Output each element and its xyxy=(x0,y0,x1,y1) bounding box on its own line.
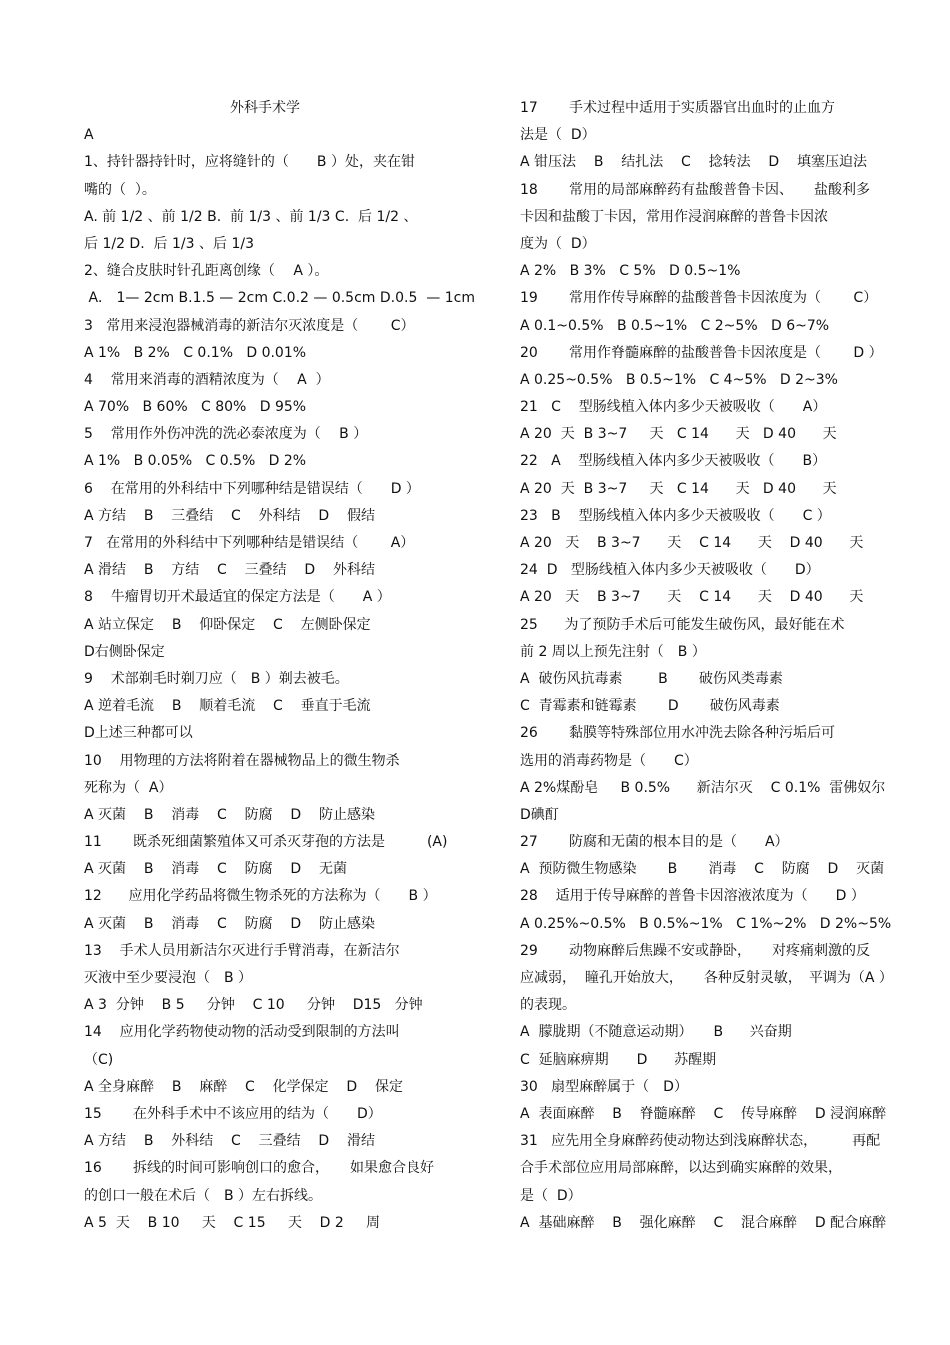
text-line: A 钳压法 B 结扎法 C 捻转法 D 填塞压迫法 xyxy=(520,154,867,171)
text-line: 31 应先用全身麻醉药使动物达到浅麻醉状态， 再配 xyxy=(520,1133,881,1150)
left-column xyxy=(84,95,484,1237)
text-line: 的创口一般在术后（ B ）左右拆线。 xyxy=(84,1187,323,1204)
text-line: 5 常用作外伤冲洗的洗必泰浓度为（ B ） xyxy=(84,426,368,443)
text-line: 7 在常用的外科结中下列哪种结是错误结（ A） xyxy=(84,535,415,551)
text-line: 29 动物麻醉后焦躁不安或静卧， 对疼痛刺激的反 xyxy=(520,942,870,959)
text-line: 法是（ D） xyxy=(520,127,596,144)
text-line: 21 C 型肠线植入体内多少天被吸收（ A） xyxy=(520,399,827,416)
text-line: A 滑结 B 方结 C 三叠结 D 外科结 xyxy=(84,562,375,579)
text-line: D碘酊 xyxy=(520,806,559,823)
text-line: A 逆着毛流 B 顺着毛流 C 垂直于毛流 xyxy=(84,698,371,715)
text-line: A 0.25~0.5% B 0.5~1% C 4~5% D 2~3% xyxy=(520,371,838,388)
text-line: A 朦胧期（不随意运动期） B 兴奋期 xyxy=(520,1024,792,1041)
text-line: A 破伤风抗毒素 B 破伤风类毒素 xyxy=(520,670,783,687)
text-line: 18 常用的局部麻醉药有盐酸普鲁卡因、 盐酸利多 xyxy=(520,181,870,198)
text-line: 16 拆线的时间可影响创口的愈合， 如果愈合良好 xyxy=(84,1160,434,1177)
text-line: 11 既杀死细菌繁殖体又可杀灭芽孢的方法是 (A) xyxy=(84,834,448,851)
document-title: 外科手术学 xyxy=(230,100,300,116)
text-line: 27 防腐和无菌的根本目的是（ A） xyxy=(520,834,789,851)
text-line: C 青霉素和链霉素 D 破伤风毒素 xyxy=(520,698,780,715)
text-line: 25 为了预防手术后可能发生破伤风，最好能在术 xyxy=(520,616,845,633)
text-line: A 70% B 60% C 80% D 95% xyxy=(84,399,307,416)
text-line: 灭液中至少要浸泡（ B ） xyxy=(84,970,253,986)
text-line: 嘴的（ ）。 xyxy=(84,181,156,198)
text-line: A 20 天 B 3~7 天 C 14 天 D 40 天 xyxy=(520,589,864,606)
right-column xyxy=(520,95,910,1237)
text-line: （C) xyxy=(84,1051,114,1068)
text-line: A 0.1~0.5% B 0.5~1% C 2~5% D 6~7% xyxy=(520,317,830,334)
text-line: 22 A 型肠线植入体内多少天被吸收（ B） xyxy=(520,453,827,470)
text-line: A 全身麻醉 B 麻醉 C 化学保定 D 保定 xyxy=(84,1078,403,1095)
text-line: A 20 天 B 3~7 天 C 14 天 D 40 天 xyxy=(520,535,864,551)
text-line: D右侧卧保定 xyxy=(84,643,165,660)
text-line: 10 用物理的方法将附着在器械物品上的微生物杀 xyxy=(84,752,400,769)
text-line: A 表面麻醉 B 脊髓麻醉 C 传导麻醉 D 浸润麻醉 xyxy=(520,1105,887,1122)
text-line: A 2% B 3% C 5% D 0.5~1% xyxy=(520,263,741,280)
text-line: A 20 天 B 3~7 天 C 14 天 D 40 天 xyxy=(520,480,837,497)
text-line: C 延脑麻痹期 D 苏醒期 xyxy=(520,1051,717,1068)
text-line: A 2%煤酚皂 B 0.5% 新洁尔灭 C 0.1% 雷佛奴尔 xyxy=(520,779,886,796)
text-line: 13 手术人员用新洁尔灭进行手臂消毒，在新洁尔 xyxy=(84,942,400,959)
text-line: A 灭菌 B 消毒 C 防腐 D 防止感染 xyxy=(84,915,375,932)
text-line: A. 前 1/2 、前 1/2 B. 前 1/3 、前 1/3 C. 后 1/2 、 xyxy=(84,208,418,225)
text-line: A 3 分钟 B 5 分钟 C 10 分钟 D15 分钟 xyxy=(84,997,423,1014)
text-line: 9 术部剃毛时剃刀应（ B ）剃去被毛。 xyxy=(84,670,349,687)
text-line: 后 1/2 D. 后 1/3 、后 1/3 xyxy=(84,235,254,252)
text-line: 17 手术过程中适用于实质器官出血时的止血方 xyxy=(520,100,835,116)
text-line: A 基础麻醉 B 强化麻醉 C 混合麻醉 D 配合麻醉 xyxy=(520,1214,887,1231)
text-line: 26 黏膜等特殊部位用水冲洗去除各种污垢后可 xyxy=(520,725,835,742)
text-line: A 预防微生物感染 B 消毒 C 防腐 D 灭菌 xyxy=(520,861,885,878)
text-line: 卡因和盐酸丁卡因，常用作浸润麻醉的普鲁卡因浓 xyxy=(520,208,828,225)
text-line: A 5 天 B 10 天 C 15 天 D 2 周 xyxy=(84,1214,381,1231)
text-line: 14 应用化学药物使动物的活动受到限制的方法叫 xyxy=(84,1024,400,1041)
text-line: 4 常用来消毒的酒精浓度为（ A ） xyxy=(84,371,330,388)
text-line: D上述三种都可以 xyxy=(84,725,193,742)
text-line: A 20 天 B 3~7 天 C 14 天 D 40 天 xyxy=(520,426,837,443)
text-line: A 方结 B 外科结 C 三叠结 D 滑结 xyxy=(84,1133,375,1150)
text-line: 前 2 周以上预先注射（ B ） xyxy=(520,643,706,660)
text-line: A 灭菌 B 消毒 C 防腐 D 防止感染 xyxy=(84,806,375,823)
text-line: 28 适用于传导麻醉的普鲁卡因溶液浓度为（ D ） xyxy=(520,888,865,905)
text-line: 30 扇型麻醉属于（ D） xyxy=(520,1078,688,1095)
text-line: 2、缝合皮肤时针孔距离创缘（ A ）。 xyxy=(84,263,329,280)
text-line: A 站立保定 B 仰卧保定 C 左侧卧保定 xyxy=(84,616,371,633)
text-line: A 0.25%~0.5% B 0.5%~1% C 1%~2% D 2%~5% xyxy=(520,915,892,932)
text-line: A xyxy=(84,127,94,144)
text-line: 19 常用作传导麻醉的盐酸普鲁卡因浓度为（ C） xyxy=(520,290,878,307)
text-line: A 1% B 2% C 0.1% D 0.01% xyxy=(84,344,307,361)
text-line: 合手术部位应用局部麻醉，以达到确实麻醉的效果， xyxy=(520,1160,842,1177)
text-line: 选用的消毒药物是（ C） xyxy=(520,752,698,769)
text-line: 23 B 型肠线植入体内多少天被吸收（ C ） xyxy=(520,507,831,524)
text-line: 死称为（ A） xyxy=(84,779,173,796)
text-line: A 1% B 0.05% C 0.5% D 2% xyxy=(84,453,307,470)
text-line: 15 在外科手术中不该应用的结为（ D） xyxy=(84,1105,382,1122)
text-line: A． 1— 2cm B.1.5 — 2cm C.0.2 — 0.5cm D.0.5 — 1cm xyxy=(84,290,475,307)
text-line: 8 牛瘤胃切开术最适宜的保定方法是（ A ） xyxy=(84,589,391,606)
text-line: 应减弱， 瞳孔开始放大， 各种反射灵敏， 平调为（A ） xyxy=(520,970,893,986)
text-line: 是（ D） xyxy=(520,1187,582,1204)
text-line: A 灭菌 B 消毒 C 防腐 D 无菌 xyxy=(84,861,347,878)
text-line: 12 应用化学药品将微生物杀死的方法称为（ B ） xyxy=(84,888,437,905)
text-line: A 方结 B 三叠结 C 外科结 D 假结 xyxy=(84,507,375,524)
text-line: 3 常用来浸泡器械消毒的新洁尔灭浓度是（ C） xyxy=(84,317,415,334)
text-line: 24 D 型肠线植入体内多少天被吸收（ D） xyxy=(520,562,820,579)
text-line: 6 在常用的外科结中下列哪种结是错误结（ D ） xyxy=(84,480,420,497)
text-line: 度为（ D） xyxy=(520,235,596,252)
text-line: 1、持针器持针时，应将缝针的（ B ）处，夹在钳 xyxy=(84,154,415,171)
text-line: 的表现。 xyxy=(520,997,576,1014)
text-line: 20 常用作脊髓麻醉的盐酸普鲁卡因浓度是（ D ） xyxy=(520,344,883,361)
